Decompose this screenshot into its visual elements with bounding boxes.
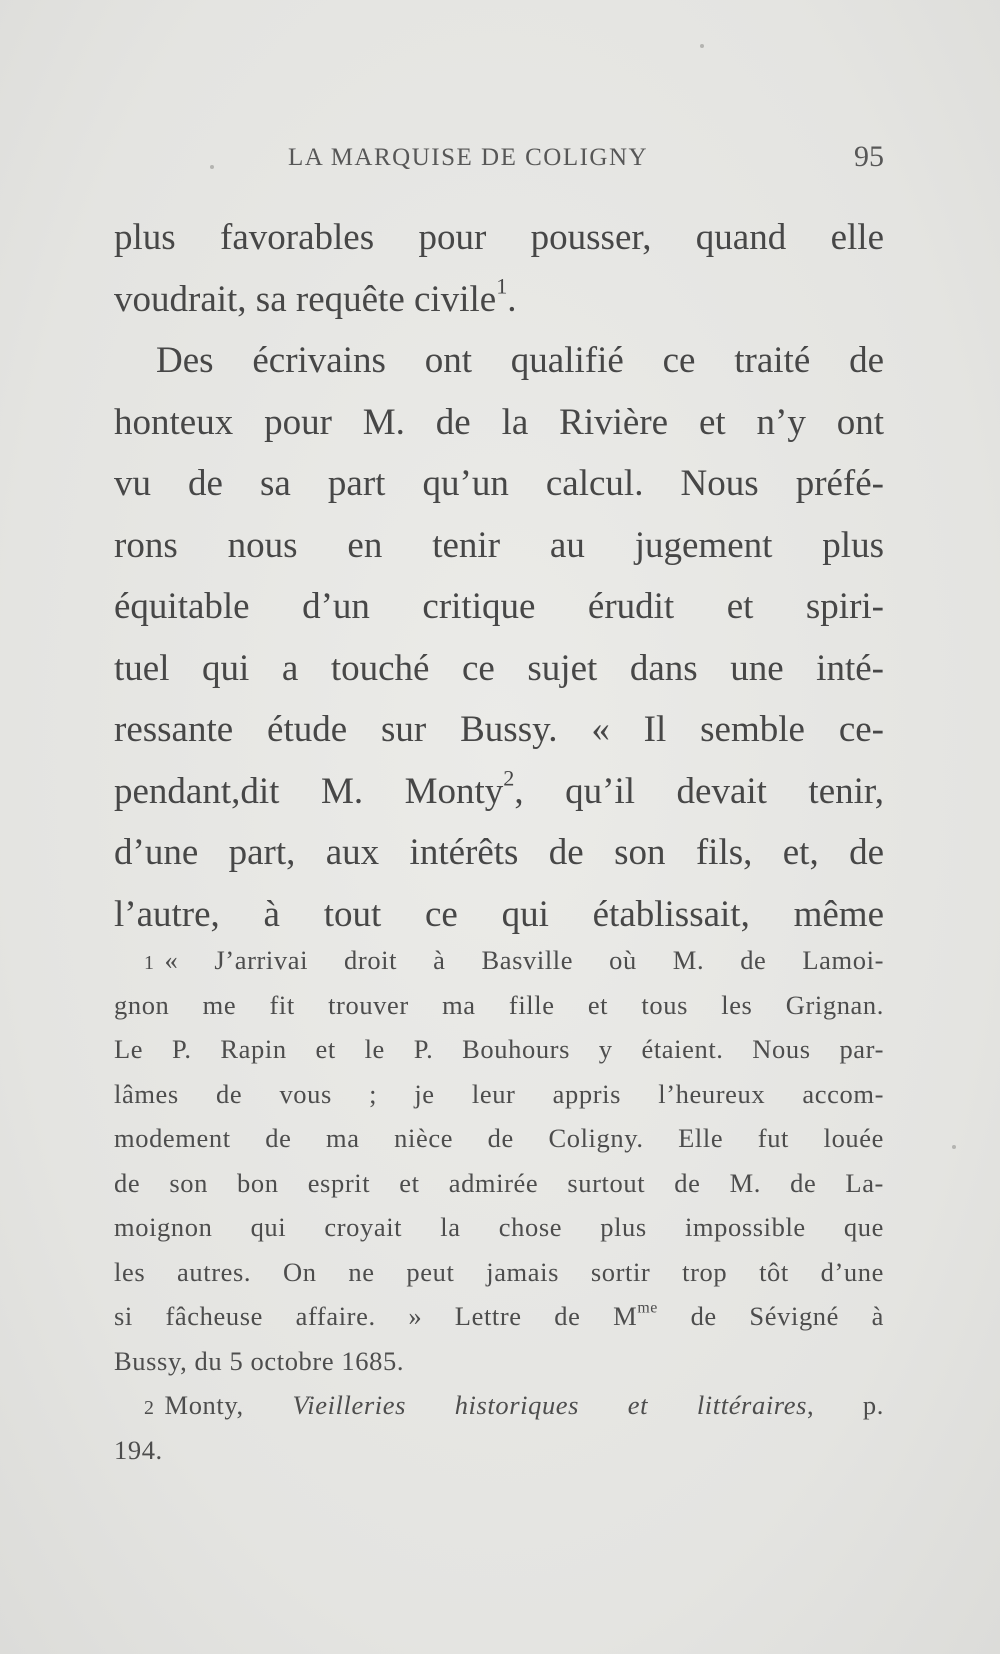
body-line [114,269,884,331]
page-number: 95 [854,140,884,173]
paper-speck [700,44,704,48]
footnote-1-line: modement de ma nièce de Coligny. Elle fut louée [114,1123,884,1153]
punctuation: . [507,278,517,320]
paper-speck [210,165,214,169]
footnote-1-line [114,1294,884,1339]
body-line: vu de sa part qu’un calcul. Nous préfé- [114,463,884,504]
body-line [114,761,884,823]
footnote-1-line: moignon qui croyait la chose plus impossible que [114,1212,884,1242]
footnote-ref-2: 2 [503,764,515,790]
footnote-1-marker: 1 [144,952,155,974]
footnote-text: « J’arrivai droit à Basville où M. de Lamoi- [164,945,884,975]
abbrev-superscript: me [637,1299,658,1317]
footnote-text: si fâcheuse affaire. » Lettre de M [114,1301,638,1331]
footnotes [114,938,884,1472]
footnote-2-marker: 2 [144,1397,155,1419]
body-line: équitable d’un critique érudit et spiri- [114,586,884,627]
body-line: l’autre, à tout ce qui établissait, même [114,893,884,935]
body-line: plus favorables pour pousser, quand elle [114,217,884,258]
footnote-1-line: les autres. On ne peut jamais sortir trop tôt d’une [114,1256,884,1287]
paper-speck [952,1145,956,1149]
body-line-text: pendant,dit M. Monty [114,770,504,812]
footnote-text: de Sévigné à [657,1301,885,1331]
running-title: LA MARQUISE DE COLIGNY [288,144,649,171]
running-head [114,140,884,180]
footnote-text: , p. [806,1390,884,1420]
body-line: Des écrivains ont qualifié ce traité de [156,340,884,381]
footnote-2-line: 194. [114,1434,163,1465]
footnote-author: Monty, [164,1390,293,1420]
footnote-1-line: lâmes de vous ; je leur appris l’heureux accom- [114,1078,884,1109]
body-line: honteux pour M. de la Rivière et n’y ont [114,401,884,443]
footnote-1-line [114,938,884,983]
body-line: rons nous en tenir au jugement plus [114,524,884,566]
body-line: d’une part, aux intérêts de son fils, et, de [114,832,884,873]
footnote-1-line: Bussy, du 5 octobre 1685. [114,1345,405,1376]
body-line-text: voudrait, sa requête civile [114,278,497,320]
body-line: ressante étude sur Bussy. « Il semble ce- [114,709,884,750]
footnote-1-line: Le P. Rapin et le P. Bouhours y étaient. Nous par- [114,1034,884,1064]
footnote-ref-1: 1 [496,272,508,298]
body-line: tuel qui a touché ce sujet dans une inté- [114,647,884,689]
footnote-2-line [114,1383,884,1428]
footnote-book-title: Vieilleries historiques et littéraires [292,1390,807,1420]
body-line-text: , qu’il devait tenir, [514,770,885,812]
footnote-1-line: de son bon esprit et admirée surtout de M. de La- [114,1167,884,1198]
body-text [114,207,884,945]
footnote-1-line: gnon me fit trouver ma fille et tous les Grignan. [114,989,884,1020]
